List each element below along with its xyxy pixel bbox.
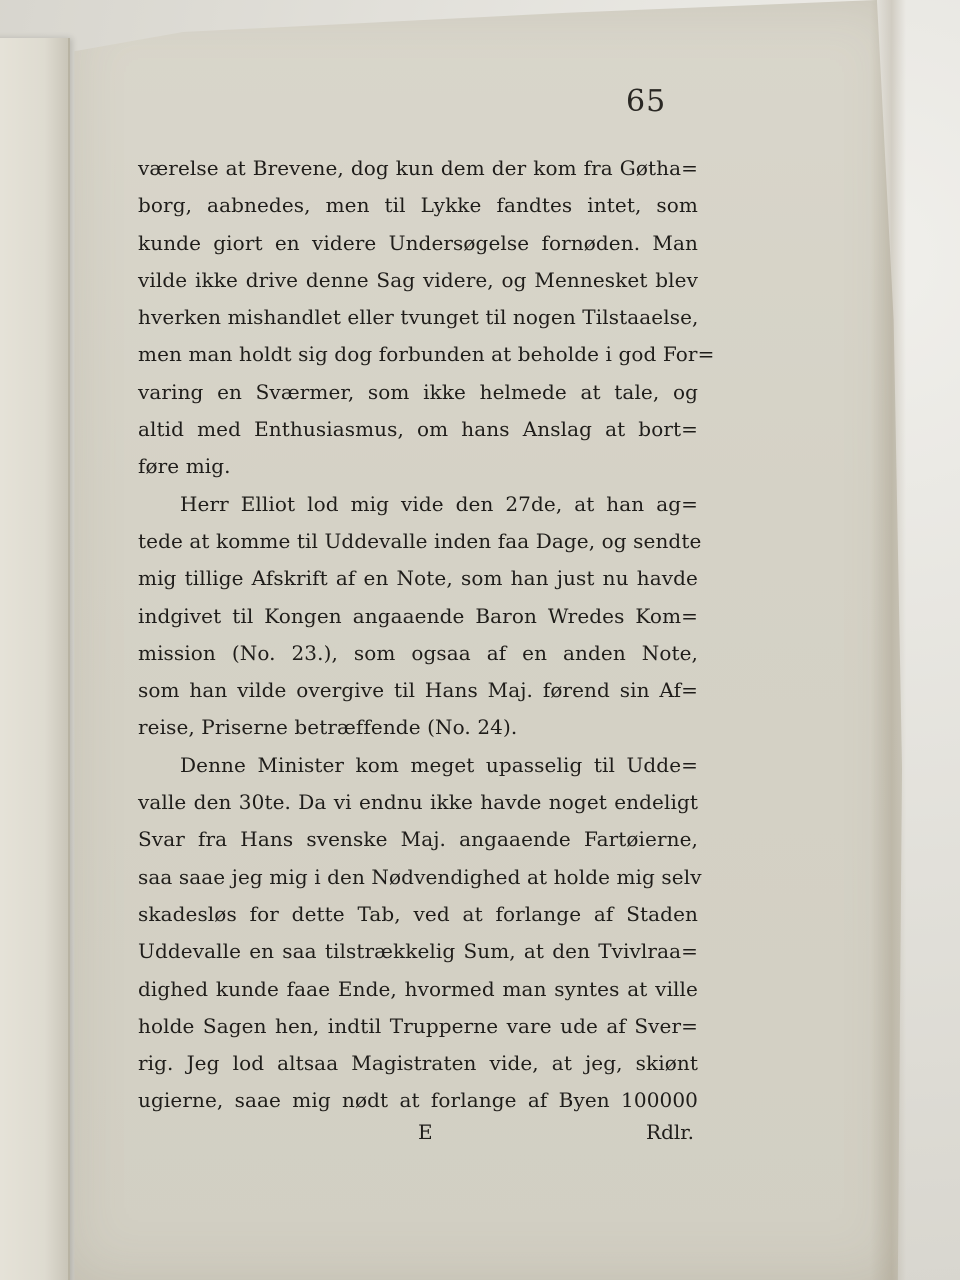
text-line: Svar fra Hans svenske Maj. angaaende Fartøierne, [138,827,698,852]
page-number: 65 [626,84,667,119]
text-line: valle den 30te. Da vi endnu ikke havde noget endeligt [138,790,698,815]
signature-mark: E [418,1120,433,1144]
text-line: Uddevalle en saa tilstrækkelig Sum, at den Tvivlraa= [138,939,698,964]
text-line: skadesløs for dette Tab, ved at forlange af Staden [138,901,698,926]
text-line: saa saae jeg mig i den Nødvendighed at holde mig selv [138,864,702,889]
text-line: som han vilde overgive til Hans Maj. førend sin Af= [138,678,698,703]
text-line: dighed kunde faae Ende, hvormed man syntes at ville [138,976,698,1001]
text-line: mission (No. 23.), som ogsaa af en anden Note, [138,640,698,665]
text-line: vilde ikke drive denne Sag videre, og Mennesket blev [138,267,698,292]
text-line: ugierne, saae mig nødt at forlange af Byen 100000 [138,1088,698,1113]
text-line: men man holdt sig dog forbunden at beholde i god For= [138,342,715,367]
text-line: værelse at Brevene, dog kun dem der kom fra Gøtha= [138,156,698,180]
text-line: tede at komme til Uddevalle inden faa Dage, og sendte [138,528,702,553]
text-line: borg, aabnedes, men til Lykke fandtes intet, som [138,193,698,218]
text-line: Herr Elliot lod mig vide den 27de, at han ag= [180,491,698,516]
text-line: altid med Enthusiasmus, om hans Anslag at bort= [138,417,698,442]
catchword: Rdlr. [646,1120,694,1144]
text-line: mig tillige Afskrift af en Note, som han just nu havde [138,566,698,591]
text-line: hverken mishandlet eller tvunget til nogen Tilstaaelse, [138,305,699,330]
text-line: indgivet til Kongen angaaende Baron Wredes Kom= [138,603,698,628]
text-line: holde Sagen hen, indtil Trupperne vare ude af Sver= [138,1013,698,1038]
facing-page-edge [0,38,70,1280]
page-body-text [138,150,715,1120]
page-footer [138,1120,698,1156]
text-line: reise, Priserne betræffende (No. 24). [138,715,518,740]
text-line: føre mig. [138,454,231,479]
text-line: kunde giort en videre Undersøgelse fornøden. Man [138,230,698,255]
page-fore-edge [870,0,906,1280]
text-line: Denne Minister kom meget upasselig til Udde= [180,752,698,777]
text-line: varing en Sværmer, som ikke helmede at tale, og [138,379,698,404]
text-line: rig. Jeg lod altsaa Magistraten vide, at jeg, skiønt [138,1051,698,1076]
